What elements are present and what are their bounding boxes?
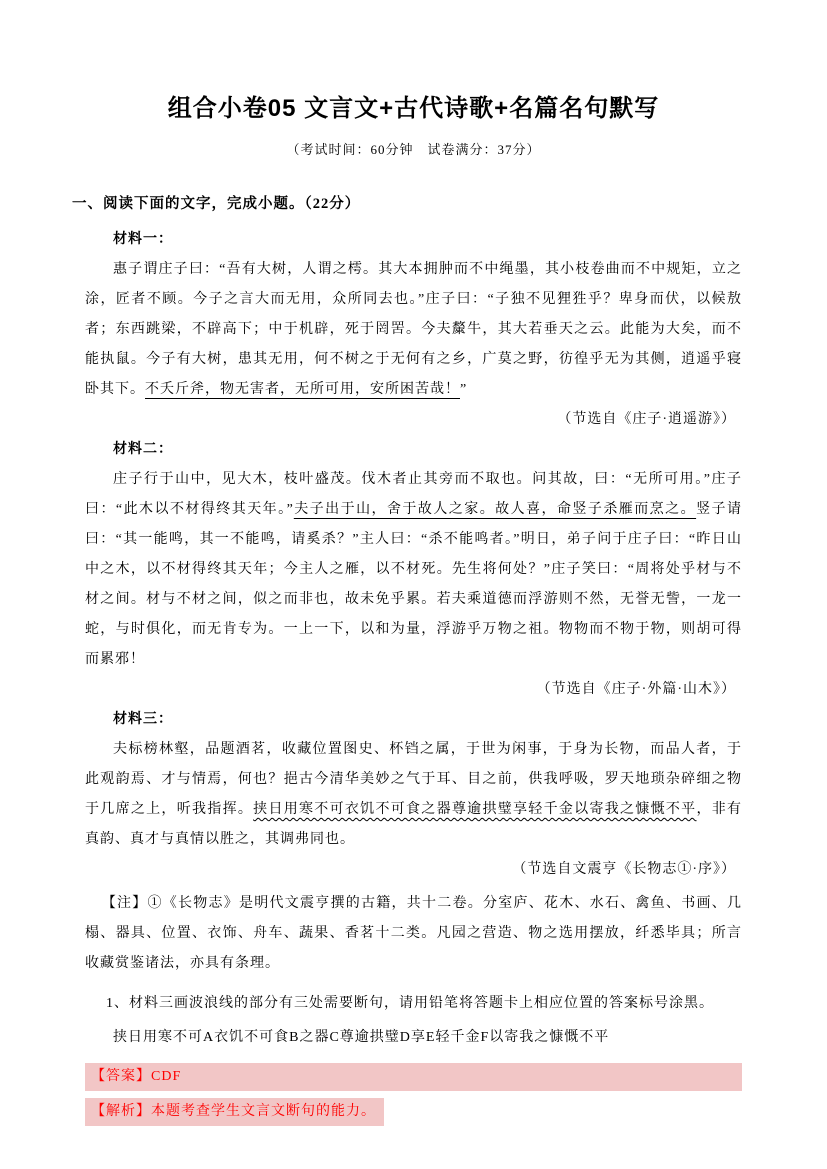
text-segment: ”: [460, 382, 468, 397]
wavy-underlined-segment: 挟日用寒不可衣饥不可食之器尊逾拱璧享轻千金以寄我之慷慨不平: [253, 802, 697, 817]
question-1: 1、材料三画波浪线的部分有三处需要断句，请用铅笔将答题卡上相应位置的答案标号涂黑。: [106, 996, 714, 1011]
material-paragraph: [85, 255, 742, 405]
text-segment: 夫标榜林壑，品题酒茗，收藏位置图史、杯铛之属，于世为闲事，于身为长物，而品人者，于此观韵焉、才与情焉，何也？挹古今清华美妙之气于耳、目之前，供我呼吸，罗天地琐杂碎细之物于几席之上，听我指挥。: [85, 742, 742, 817]
text-segment: 庄子行于山中，见大木，枝叶盛茂。伐木者止其旁而不取也。问其故，曰：“无所可用。”庄子曰：“此木以不材得终其天年。”: [85, 472, 742, 517]
material-2: [85, 435, 742, 705]
analysis-label: 【解析】: [91, 1104, 151, 1119]
page-title: 组合小卷05 文言文+古代诗歌+名篇名句默写: [167, 95, 660, 122]
material-source: （节选自《庄子·逍遥游》）: [557, 412, 736, 427]
analysis-row: [85, 1098, 742, 1126]
materials-container: [85, 225, 742, 885]
answer-bar: [85, 1063, 742, 1091]
text-segment: 竖子请曰：“其一能鸣，其一不能鸣，请奚杀？”主人曰：“杀不能鸣者。”明日，弟子问于庄子曰：“昨日山中之木，以不材得终其天年；今主人之雁，以不材死。先生将何处？”庄子笑曰：“周将处乎材与不材之间。材与不材之间，似之而非也，故未免乎累。若夫乘道德而浮游则不然，无誉无訾，一龙一蛇，与时俱化，而无肯专为。一上一下，以和为量，浮游乎万物之祖。物物而不物于物，则胡可得而累邪！: [85, 502, 743, 667]
exam-info: （考试时间：60分钟 试卷满分：37分）: [286, 142, 541, 157]
underlined-segment: 夫子出于山，舍于故人之家。故人喜，命竖子杀雁而烹之。: [293, 502, 697, 517]
material-1: [85, 225, 742, 435]
answer-value: CDF: [151, 1069, 182, 1084]
material-source: （节选自《庄子·外篇·山木》）: [536, 682, 736, 697]
analysis-bar: [85, 1098, 384, 1126]
material-source: （节选自文震亨《长物志①·序》）: [512, 862, 736, 877]
section-heading: 一、阅读下面的文字，完成小题。（22分）: [72, 196, 361, 212]
material-3: [85, 705, 742, 885]
underlined-segment: 不夭斤斧，物无害者，无所可用，安所困苦哉！: [145, 382, 460, 397]
material-paragraph: [85, 465, 742, 675]
question-1-sentence: 挟日用寒不可A衣饥不可食B之器C尊逾拱璧D享E轻千金F以寄我之慷慨不平: [113, 1030, 610, 1045]
answer-label: 【答案】: [91, 1069, 151, 1084]
material-label: 材料一：: [113, 232, 173, 247]
text-segment: ，非有真韵、真才与真情以胜之，其调弗同也。: [85, 802, 743, 847]
material-paragraph: [85, 735, 742, 855]
text-segment: 惠子谓庄子曰：“吾有大树，人谓之樗。其大本拥肿而不中绳墨，其小枝卷曲而不中规矩，立之涂，匠者不顾。今子之言大而无用，众所同去也。”庄子曰：“子独不见狸狌乎？卑身而伏，以候敖者；东西跳梁，不辟高下；中于机辟，死于罔罟。今夫斄牛，其大若垂天之云。此能为大矣，而不能执鼠。今子有大树，患其无用，何不树之于无何有之乡，广莫之野，彷徨乎无为其侧，逍遥乎寝卧其下。: [85, 262, 742, 397]
material-label: 材料二：: [113, 442, 173, 457]
note: 【注】①《长物志》是明代文震亨撰的古籍，共十二卷。分室庐、花木、水石、禽鱼、书画、几榻、器具、位置、衣饰、舟车、蔬果、香茗十二类。凡园之营造、物之选用摆放，纤悉毕具；所言收藏赏鉴诸法，亦具有条理。: [85, 896, 742, 971]
material-label: 材料三：: [113, 712, 173, 727]
analysis-text: 本题考查学生文言文断句的能力。: [151, 1104, 376, 1119]
